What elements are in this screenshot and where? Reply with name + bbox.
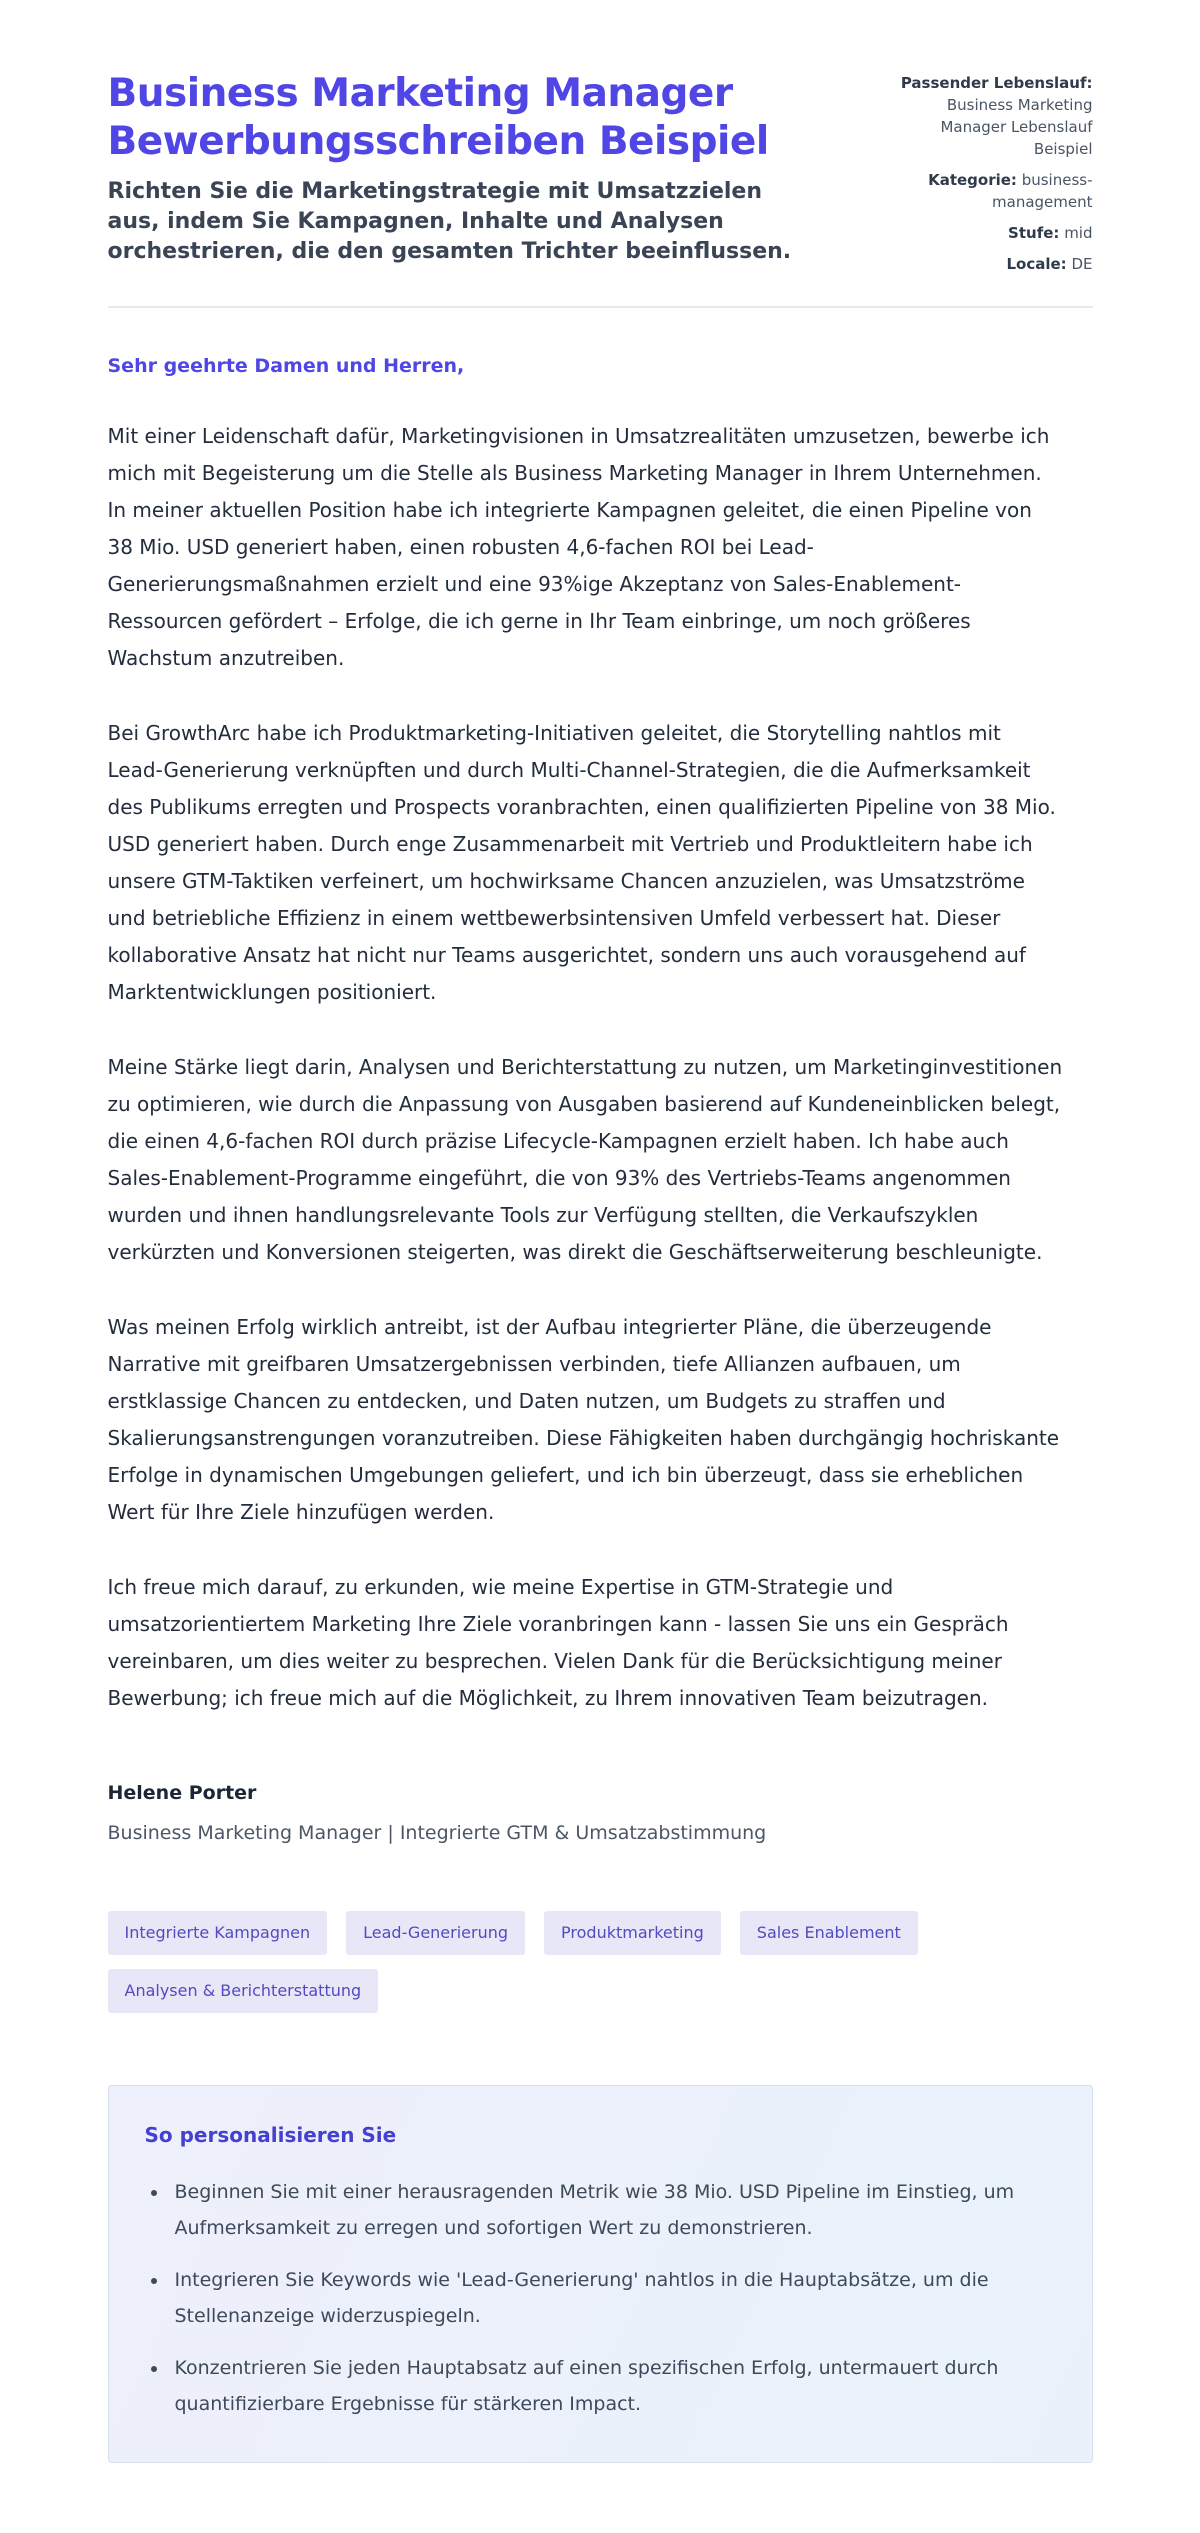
meta-category (893, 169, 1093, 213)
cover-letter-body (108, 352, 1063, 1847)
tag-integrierte-kampagnen: Integrierte Kampagnen (108, 1911, 328, 1955)
letter-paragraph-3: Meine Stärke liegt darin, Analysen und Berichterstattung zu nutzen, um Marketinginvestitionen zu optimieren, wie durch die Anpassung von Ausgaben basierend auf Kundeneinblicken belegt, die einen 4,6-fachen ROI durch präzise Lifecycle-Kampagnen erzielt haben. Ich habe auch Sales-Enablement-Programme eingeführt, die von 93% des Vertriebs-Teams angenommen wurden und ihnen handlungsrelevante Tools zur Verfügung stellten, die Verkaufszyklen verkürzten und Konversionen steigerten, was direkt die Geschäftserweiterung beschleunigte. (107, 1055, 1063, 1264)
meta-panel (893, 70, 1093, 284)
letter-paragraph-2: Bei GrowthArc habe ich Produktmarketing-Initiativen geleitet, die Storytelling nahtlos mit Lead-Generierung verknüpften und durch Multi-Channel-Strategien, die die Aufmerksamkeit des Publikums erregten und Prospects voranbrachten, einen qualifizierten Pipeline von 38 Mio. USD generiert haben. Durch enge Zusammenarbeit mit Vertrieb und Produktleitern habe ich unsere GTM-Taktiken verfeinert, um hochwirksame Chancen anzuzielen, was Umsatzströme und betriebliche Effizienz in einem wettbewerbsintensiven Umfeld verbessert hat. Dieser kollaborative Ansatz hat nicht nur Teams ausgerichtet, sondern uns auch vorausgehend auf Marktentwicklungen positioniert. (107, 721, 1056, 1004)
meta-label: Kategorie: (928, 171, 1017, 189)
meta-value: DE (1071, 255, 1093, 273)
signature-name: Helene Porter (107, 1782, 257, 1804)
letter-greeting: Sehr geehrte Damen und Herren, (107, 355, 465, 377)
tip-item-3: • Konzentrieren Sie jeden Hauptabsatz auf einen spezifischen Erfolg, untermauert durch quantifizierbare Ergebnisse für stärkeren Impact. (169, 2350, 1052, 2422)
header (108, 70, 1093, 284)
tips-list (145, 2174, 1052, 2422)
header-title-block (108, 70, 798, 267)
page-title (108, 70, 798, 165)
tips-title: So personalisieren Sie (144, 2123, 397, 2147)
tag-analysen-berichterstattung: Analysen & Berichterstattung (108, 1969, 379, 2013)
header-divider (108, 306, 1093, 308)
tip-item-2: • Integrieren Sie Keywords wie 'Lead-Generierung' nahtlos in die Hauptabsätze, um die Stellenanzeige widerzuspiegeln. (169, 2262, 1052, 2334)
meta-locale (893, 253, 1093, 275)
signature-title: Business Marketing Manager | Integrierte GTM & Umsatzabstimmung (107, 1822, 767, 1844)
meta-value: business-management (992, 171, 1093, 211)
tag-produktmarketing: Produktmarketing (544, 1911, 721, 1955)
meta-value: mid (1064, 224, 1093, 242)
page-title-line-2: Bewerbungsschreiben Beispiel (107, 118, 769, 164)
page (108, 0, 1093, 2533)
letter-paragraph-4: Was meinen Erfolg wirklich antreibt, ist der Aufbau integrierter Pläne, die überzeugende Narrative mit greifbaren Umsatzergebnissen verbinden, tiefe Allianzen aufbauen, um erstklassige Chancen zu entdecken, und Daten nutzen, um Budgets zu straffen und Skalierungsanstrengungen voranzutreiben. Diese Fähigkeiten haben durchgängig hochriskante Erfolge in dynamischen Umgebungen geliefert, und ich bin überzeugt, dass sie erheblichen Wert für Ihre Ziele hinzufügen werden. (107, 1315, 1060, 1524)
meta-label: Locale: (1006, 255, 1067, 273)
meta-matching-resume (893, 72, 1093, 160)
meta-label: Stufe: (1008, 224, 1060, 242)
letter-paragraph-5: Ich freue mich darauf, zu erkunden, wie meine Expertise in GTM-Strategie und umsatzorientiertem Marketing Ihre Ziele voranbringen kann - lassen Sie uns ein Gespräch vereinbaren, um dies weiter zu besprechen. Vielen Dank für die Berücksichtigung meiner Bewerbung; ich freue mich auf die Möglichkeit, zu Ihrem innovativen Team beizutragen. (107, 1575, 1009, 1710)
tag-lead-generierung: Lead-Generierung (346, 1911, 525, 1955)
meta-value: Business Marketing Manager Lebenslauf Beispiel (940, 96, 1093, 158)
tip-item-1: • Beginnen Sie mit einer herausragenden Metrik wie 38 Mio. USD Pipeline im Einstieg, um Aufmerksamkeit zu erregen und sofortigen Wert zu demonstrieren. (169, 2174, 1052, 2246)
page-title-line-1: Business Marketing Manager (107, 71, 733, 116)
letter-paragraph-1: Mit einer Leidenschaft dafür, Marketingvisionen in Umsatzrealitäten umzusetzen, bewerbe ich mich mit Begeisterung um die Stelle als Business Marketing Manager in Ihrem Unternehmen. In meiner aktuellen Position habe ich integrierte Kampagnen geleitet, die einen Pipeline von 38 Mio. USD generiert haben, einen robusten 4,6-fachen ROI bei Lead-Generierungsmaßnahmen erzielt und eine 93%ige Akzeptanz von Sales-Enablement-Ressourcen gefördert – Erfolge, die ich gerne in Ihr Team einbringe, um noch größeres Wachstum anzutreiben. (107, 424, 1050, 670)
keyword-tag-list (108, 1911, 1093, 2013)
tag-sales-enablement: Sales Enablement (740, 1911, 918, 1955)
page-subtitle: Richten Sie die Marketingstrategie mit Umsatzzielen aus, indem Sie Kampagnen, Inhalte und Analysen orchestrieren, die den gesamten Trichter beeinflussen. (107, 179, 792, 264)
meta-level (893, 222, 1093, 244)
meta-label: Passender Lebenslauf: (900, 74, 1093, 92)
personalization-tips-callout (108, 2085, 1093, 2463)
